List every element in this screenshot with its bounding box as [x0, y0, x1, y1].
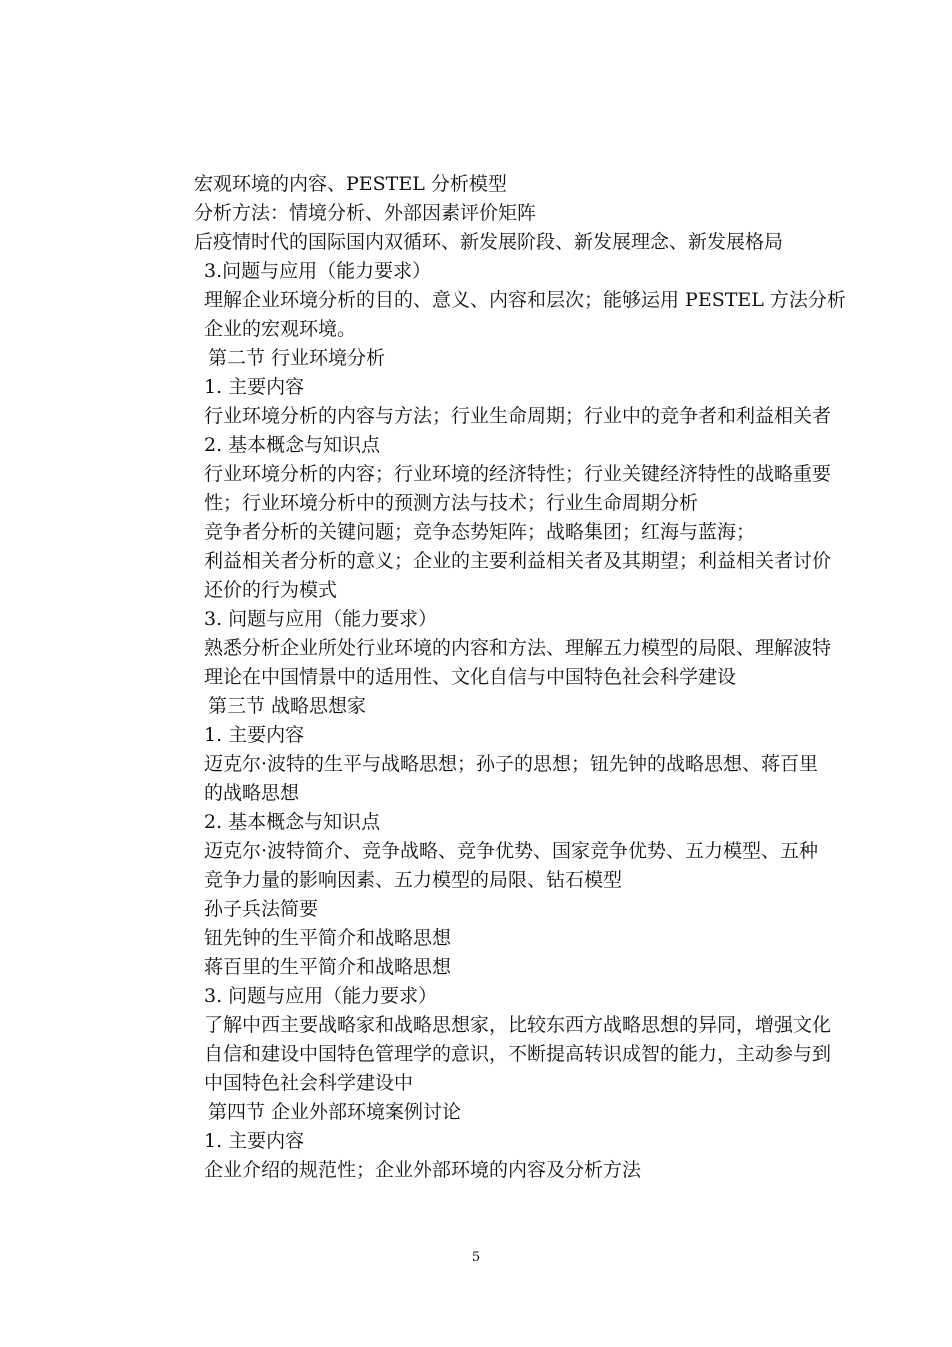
text-line: 竞争者分析的关键问题；竞争态势矩阵；战略集团；红海与蓝海； [204, 521, 756, 543]
text-line: 分析方法：情境分析、外部因素评价矩阵 [194, 202, 537, 224]
text-line: 1. 主要内容 [204, 376, 305, 398]
text-line: 企业的宏观环境。 [204, 318, 357, 340]
text-line: 3. 问题与应用（能力要求） [204, 985, 438, 1007]
text-line: 3. 问题与应用（能力要求） [204, 608, 438, 630]
text-line: 第二节 行业环境分析 [208, 347, 386, 369]
text-line: 第三节 战略思想家 [208, 695, 367, 717]
text-line: 宏观环境的内容、PESTEL 分析模型 [194, 173, 507, 195]
text-line: 行业环境分析的内容与方法；行业生命周期；行业中的竞争者和利益相关者 [204, 405, 832, 427]
text-line: 后疫情时代的国际国内双循环、新发展阶段、新发展理念、新发展格局 [194, 231, 784, 253]
text-line: 迈克尔·波特简介、竞争战略、竞争优势、国家竞争优势、五力模型、五种 [204, 840, 819, 862]
text-line: 自信和建设中国特色管理学的意识，不断提高转识成智的能力，主动参与到 [204, 1043, 832, 1065]
text-line: 2. 基本概念与知识点 [204, 811, 381, 833]
text-line: 利益相关者分析的意义；企业的主要利益相关者及其期望；利益相关者讨价 [204, 550, 832, 572]
text-line: 的战略思想 [204, 782, 300, 804]
text-line: 钮先钟的生平简介和战略思想 [204, 927, 452, 949]
text-line: 了解中西主要战略家和战略思想家，比较东西方战略思想的异同，增强文化 [204, 1014, 832, 1036]
text-line: 3.问题与应用（能力要求） [204, 260, 432, 282]
body-text [194, 170, 844, 1185]
text-line: 行业环境分析的内容；行业环境的经济特性；行业关键经济特性的战略重要 [204, 463, 832, 485]
text-line: 理论在中国情景中的适用性、文化自信与中国特色社会科学建设 [204, 666, 737, 688]
text-line: 2. 基本概念与知识点 [204, 434, 381, 456]
text-line: 迈克尔·波特的生平与战略思想；孙子的思想；钮先钟的战略思想、蒋百里 [204, 753, 819, 775]
text-line: 性；行业环境分析中的预测方法与技术；行业生命周期分析 [204, 492, 699, 514]
text-line: 理解企业环境分析的目的、意义、内容和层次；能够运用 PESTEL 方法分析 [204, 289, 846, 311]
text-line: 还价的行为模式 [204, 579, 338, 601]
text-line: 熟悉分析企业所处行业环境的内容和方法、理解五力模型的局限、理解波特 [204, 637, 832, 659]
text-line: 1. 主要内容 [204, 724, 305, 746]
text-line: 竞争力量的影响因素、五力模型的局限、钻石模型 [204, 869, 623, 891]
page-number: 5 [471, 1250, 481, 1265]
text-line: 蒋百里的生平简介和战略思想 [204, 956, 452, 978]
text-line: 1. 主要内容 [204, 1130, 305, 1152]
text-line: 企业介绍的规范性；企业外部环境的内容及分析方法 [204, 1159, 642, 1181]
text-line: 孙子兵法简要 [204, 898, 319, 920]
text-line: 第四节 企业外部环境案例讨论 [208, 1101, 462, 1123]
text-line: 中国特色社会科学建设中 [204, 1072, 414, 1094]
